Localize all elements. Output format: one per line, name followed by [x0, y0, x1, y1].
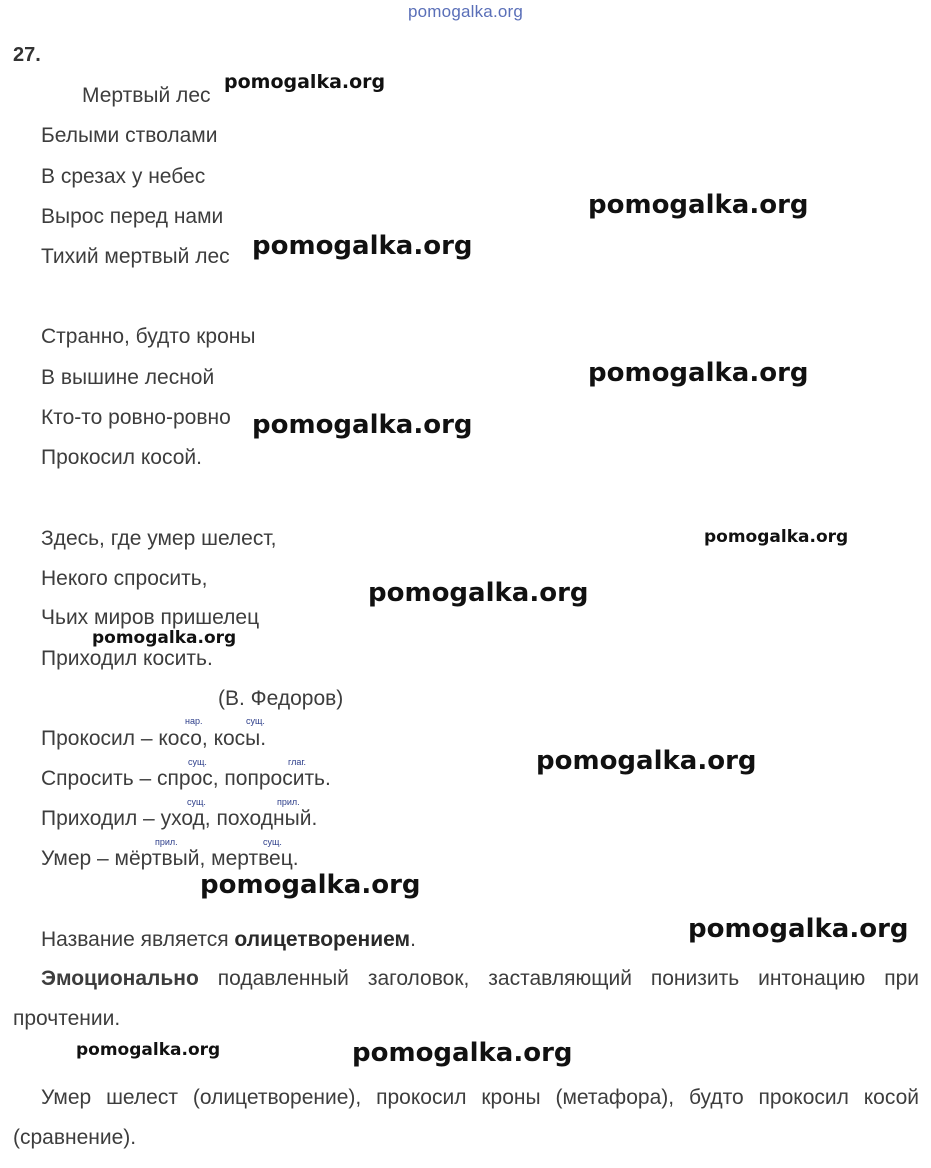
analysis-paragraph: Эмоционально подавленный заголовок, заставляющий понизить интонацию при прочтении. [13, 967, 919, 1030]
poem-line: Прокосил косой. [41, 446, 202, 469]
note-label: сущ. [187, 797, 206, 807]
watermark: pomogalka.org [200, 870, 421, 900]
note-label: сущ. [263, 837, 282, 847]
poem-line: Здесь, где умер шелест, [41, 527, 277, 550]
watermark: pomogalka.org [224, 71, 386, 93]
poem-line: В срезах у небес [41, 165, 206, 188]
watermark: pomogalka.org [588, 358, 809, 388]
analysis-paragraph: Название является олицетворением. [41, 928, 416, 951]
poem-line: Странно, будто кроны [41, 325, 256, 348]
note-label: прил. [155, 837, 178, 847]
header-watermark: pomogalka.org [408, 2, 524, 21]
watermark: pomogalka.org [252, 410, 473, 440]
poem-line: Некого спросить, [41, 567, 208, 590]
poem-line: Тихий мертвый лес [41, 245, 230, 268]
poem-line: Вырос перед нами [41, 205, 224, 228]
watermark: pomogalka.org [352, 1038, 573, 1068]
poem-title: Мертвый лес [82, 84, 211, 107]
watermark: pomogalka.org [588, 190, 809, 220]
note-label: нар. [185, 716, 203, 726]
poem-line: Чьих миров пришелец [41, 606, 260, 629]
watermark: pomogalka.org [252, 231, 473, 261]
note-label: сущ. [188, 757, 207, 767]
watermark: pomogalka.org [536, 746, 757, 776]
watermark: pomogalka.org [92, 628, 237, 648]
note-label: глаг. [288, 757, 307, 767]
poem-line: Белыми стволами [41, 124, 218, 147]
note-label: сущ. [246, 716, 265, 726]
note-label: прил. [277, 797, 300, 807]
word-analysis-line: Спросить – спрос, попросить. [41, 767, 331, 790]
watermark: pomogalka.org [688, 914, 909, 944]
poem-line: В вышине лесной [41, 366, 215, 389]
exercise-number: 27. [13, 44, 41, 66]
poem-author: (В. Федоров) [218, 687, 344, 710]
poem-line: Приходил косить. [41, 647, 213, 670]
word-analysis-line: Умер – мёртвый, мертвец. [41, 847, 299, 870]
watermark: pomogalka.org [368, 578, 589, 608]
watermark: pomogalka.org [704, 527, 849, 547]
analysis-paragraph: Умер шелест (олицетворение), прокосил кроны (метафора), будто прокосил косой (сравнение). [13, 1086, 919, 1149]
word-analysis-line: Прокосил – косо, косы. [41, 727, 267, 750]
watermark: pomogalka.org [76, 1040, 221, 1060]
word-analysis-line: Приходил – уход, походный. [41, 807, 318, 830]
poem-line: Кто-то ровно-ровно [41, 406, 231, 429]
